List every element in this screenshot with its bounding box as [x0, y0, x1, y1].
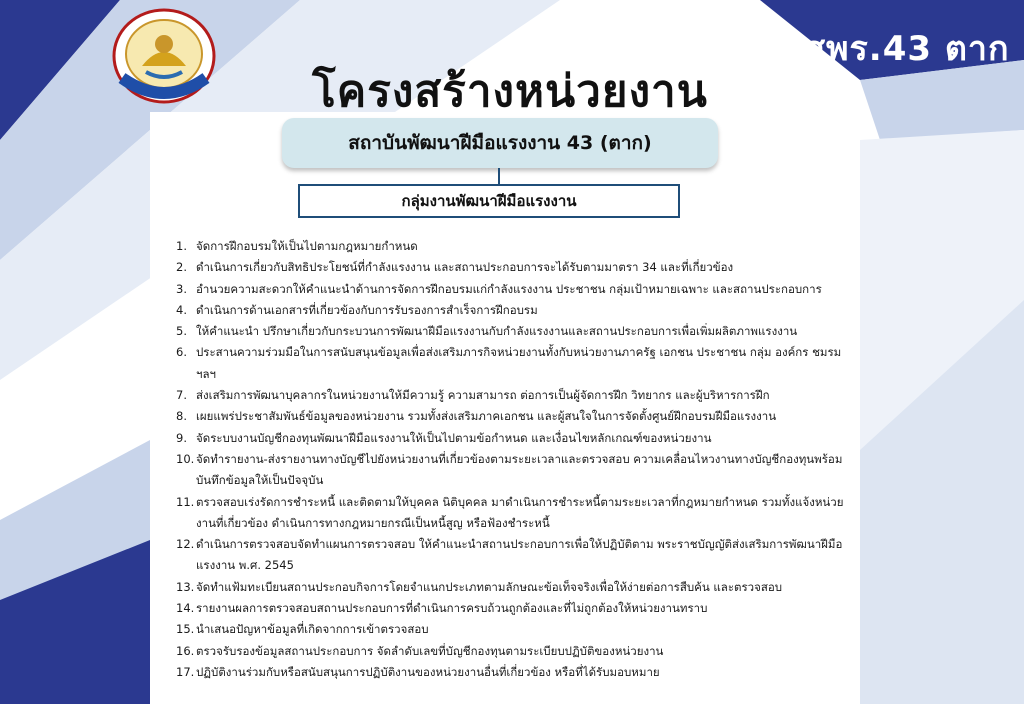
duty-number: 14. [176, 601, 195, 616]
duty-number: 13. [176, 579, 195, 594]
list-item [176, 598, 848, 619]
duty-text: อำนวยความสะดวกให้คำแนะนำด้านการจัดการฝึกอบรมแก่กำลังแรงงาน ประชาชน กลุ่มเป้าหมายเฉพาะ และสถานประกอบการ [196, 281, 822, 296]
list-item [176, 662, 848, 683]
duty-number: 7. [176, 388, 187, 403]
page-title: โครงสร้างหน่วยงาน [312, 66, 708, 117]
duty-number: 1. [176, 239, 187, 253]
duty-number: 9. [176, 430, 187, 445]
duty-text: จัดการฝึกอบรมให้เป็นไปตามกฎหมายกำหนด [196, 239, 418, 253]
duty-text: รายงานผลการตรวจสอบสถานประกอบการที่ดำเนินการครบถ้วนถูกต้องและที่ไม่ถูกต้องให้หน่วยงานทราบ [196, 601, 708, 616]
duty-text: จัดทำรายงาน-ส่งรายงานทางบัญชีไปยังหน่วยงานที่เกี่ยวข้องตามระยะเวลาและตรวจสอบ ความเคลื่อนไหวงานทางบัญชีกองทุนพร้อมบันทึกข้อมูลให้เป็นปัจจุบัน [196, 451, 843, 488]
duty-list [176, 236, 848, 683]
list-item [176, 428, 848, 449]
duty-text: ส่งเสริมการพัฒนาบุคลากรในหน่วยงานให้มีความรู้ ความสามารถ ต่อการเป็นผู้จัดการฝึก วิทยากร และผู้บริหารการฝึก [196, 388, 770, 403]
list-item [176, 619, 848, 640]
department-seal-logo [112, 8, 216, 104]
list-item [176, 534, 848, 577]
org-top-unit-box: สถาบันพัฒนาฝีมือแรงงาน 43 (ตาก) [282, 118, 718, 168]
duty-number: 3. [176, 281, 187, 296]
duty-number: 15. [176, 622, 195, 637]
duty-number: 6. [176, 345, 187, 360]
list-item [176, 449, 848, 492]
duty-number: 10. [176, 451, 195, 466]
duty-text: ดำเนินการเกี่ยวกับสิทธิประโยชน์ที่กำลังแรงงาน และสถานประกอบการจะได้รับตามมาตรา 34 และที่เกี่ยวข้อง [196, 260, 734, 275]
list-item [176, 342, 848, 385]
list-item [176, 257, 848, 278]
region-label: สพร.43 ตาก [804, 29, 1010, 69]
duty-text: ตรวจสอบเร่งรัดการชำระหนี้ และติดตามให้บุคคล นิติบุคคล มาดำเนินการชำระหนี้ตามระยะเวลาที่กฎหมายกำหนด รวมทั้งแจ้งหน่วยงานที่เกี่ยวข้อง ดำเนินการทางกฎหมายกรณีเป็นหนี้สูญ หรือฟ้องชำระหนี้ [196, 494, 844, 530]
duty-text: ดำเนินการด้านเอกสารที่เกี่ยวข้องกับการรับรองการสำเร็จการฝึกอบรม [196, 302, 538, 317]
duty-number: 12. [176, 537, 195, 552]
duty-number: 16. [176, 643, 195, 658]
org-sub-unit-box: กลุ่มงานพัฒนาฝีมือแรงงาน [298, 184, 680, 218]
duty-number: 17. [176, 664, 195, 679]
duty-text: จัดทำแฟ้มทะเบียนสถานประกอบกิจการโดยจำแนกประเภทตามลักษณะข้อเท็จจริงเพื่อให้ง่ายต่อการสืบค้น และตรวจสอบ [196, 579, 783, 594]
list-item [176, 492, 848, 535]
duty-number: 8. [176, 409, 187, 424]
duty-text: เผยแพร่ประชาสัมพันธ์ข้อมูลของหน่วยงาน รวมทั้งส่งเสริมภาคเอกชน และผู้สนใจในการจัดตั้งศูนย์ฝึกอบรมฝีมือแรงงาน [196, 409, 777, 424]
list-item [176, 406, 848, 427]
list-item [176, 300, 848, 321]
list-item [176, 641, 848, 662]
list-item [176, 321, 848, 342]
duty-number: 2. [176, 260, 187, 275]
duty-text: ประสานความร่วมมือในการสนับสนุนข้อมูลเพื่อส่งเสริมภารกิจหน่วยงานทั้งกับหน่วยงานภาครัฐ เอกชน ประชาชน กลุ่ม องค์กร ชมรม ฯลฯ [196, 345, 842, 381]
duty-text: ปฏิบัติงานร่วมกับหรือสนับสนุนการปฏิบัติงานของหน่วยงานอื่นที่เกี่ยวข้อง หรือที่ได้รับมอบหมาย [196, 664, 660, 679]
duty-number: 11. [176, 494, 195, 509]
list-item [176, 385, 848, 406]
list-item [176, 236, 848, 257]
duty-text: ให้คำแนะนำ ปรึกษาเกี่ยวกับกระบวนการพัฒนาฝีมือแรงงานกับกำลังแรงงานและสถานประกอบการเพื่อเพิ่มผลิตภาพแรงงาน [196, 324, 798, 339]
duty-text: ตรวจรับรองข้อมูลสถานประกอบการ จัดลำดับเลขที่บัญชีกองทุนตามระเบียบปฏิบัติของหน่วยงาน [196, 643, 664, 658]
duty-text: จัดระบบงานบัญชีกองทุนพัฒนาฝีมือแรงงานให้เป็นไปตามข้อกำหนด และเงื่อนไขหลักเกณฑ์ของหน่วยงาน [196, 430, 712, 445]
duty-number: 5. [176, 324, 187, 339]
duty-number: 4. [176, 302, 187, 317]
duty-text: นำเสนอปัญหาข้อมูลที่เกิดจากการเข้าตรวจสอบ [196, 622, 429, 637]
list-item [176, 279, 848, 300]
duty-text: ดำเนินการตรวจสอบจัดทำแผนการตรวจสอบ ให้คำแนะนำสถานประกอบการเพื่อให้ปฏิบัติตาม พระราชบัญญัติส่งเสริมการพัฒนาฝีมือแรงงาน พ.ศ. 2545 [196, 537, 843, 573]
list-item [176, 577, 848, 598]
